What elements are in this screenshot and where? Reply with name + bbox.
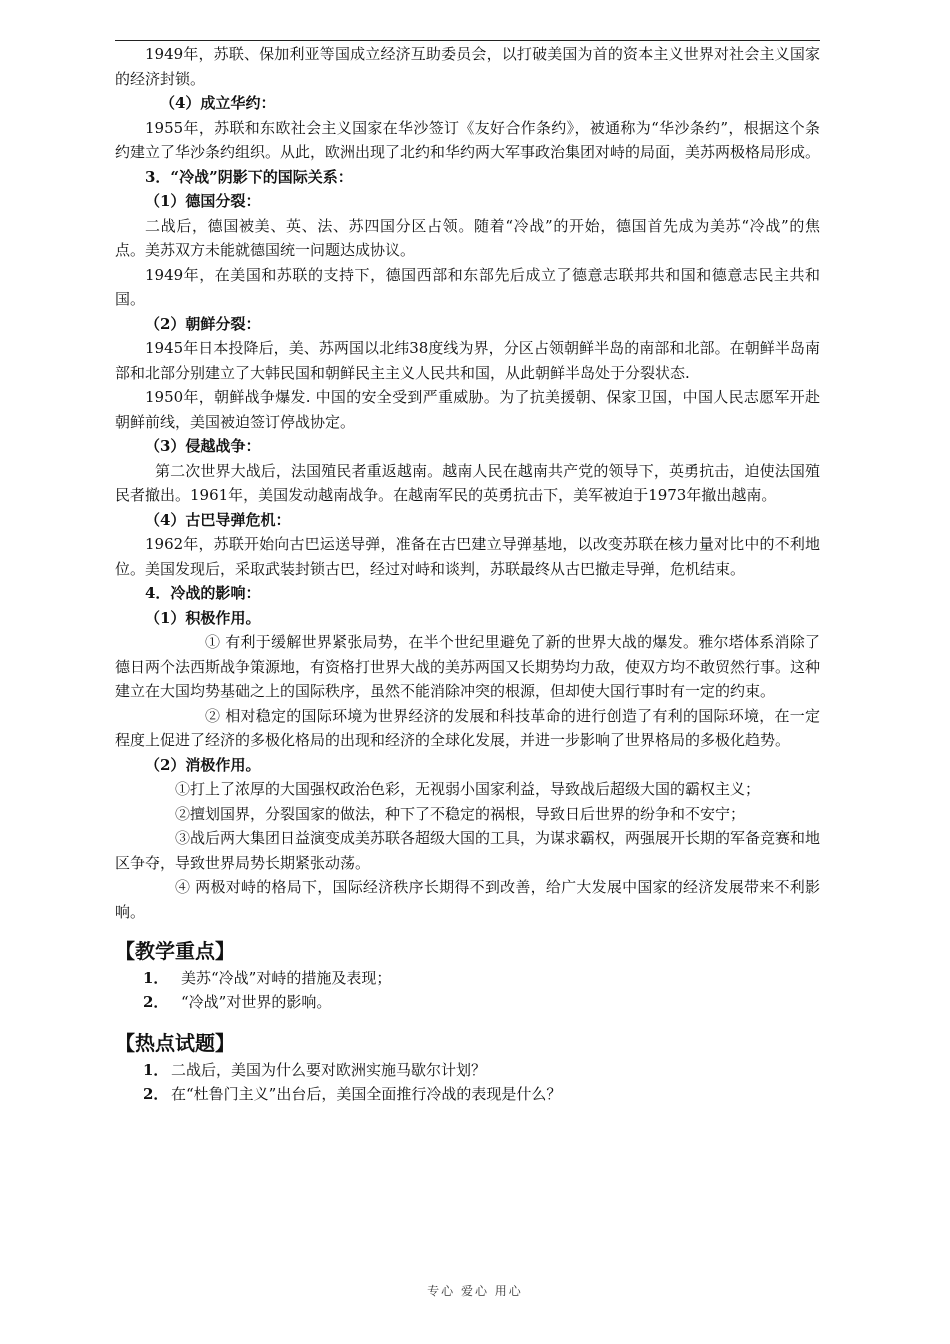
page-footer: 专心 爱心 用心 — [427, 1284, 523, 1298]
paragraph-vietnam: 第二次世界大战后，法国殖民者重返越南。越南人民在越南共产党的领导下，英勇抗击，迫使法国殖民者撤出。1961年，美国发动越南战争。在越南军民的英勇抗击下，美军被迫于1973年撤出越南。 — [115, 461, 820, 504]
hot-questions-item-text: 二战后，美国为什么要对欧洲实施马歇尔计划？ — [171, 1061, 487, 1079]
heading-section-4: 4．冷战的影响： — [145, 584, 261, 602]
paragraph-negative-4: ④ 两极对峙的格局下，国际经济秩序长期得不到改善，给广大发展中国家的经济发展带来不利影响。 — [115, 878, 820, 921]
heading-warsaw-pact: （4）成立华约： — [160, 94, 276, 112]
hot-questions-item-number: 2． — [143, 1085, 169, 1103]
paragraph-negative-2: ②擅划国界，分裂国家的做法，种下了不稳定的祸根，导致日后世界的纷争和不安宁； — [175, 804, 746, 823]
key-points-item — [115, 966, 820, 990]
paragraph-positive-2: ② 相对稳定的国际环境为世界经济的发展和科技革命的进行创造了有利的国际环境，在一定程度上促进了经济的多极化格局的出现和经济的全球化发展，并进一步影响了世界格局的多极化趋势。 — [115, 706, 820, 749]
paragraph-comecon: 1949年，苏联、保加利亚等国成立经济互助委员会，以打破美国为首的资本主义世界对社会主义国家的经济封锁。 — [115, 45, 820, 88]
paragraph-korea-2: 1950年，朝鲜战争爆发. 中国的安全受到严重威胁。为了抗美援朝、保家卫国，中国人民志愿军开赴朝鲜前线，美国被迫签订停战协定。 — [115, 388, 820, 431]
key-points-item — [115, 990, 820, 1014]
key-points-item-text: 美苏“冷战”对峙的措施及表现； — [181, 969, 392, 987]
header-rule — [115, 40, 820, 41]
key-points-item-text: “冷战”对世界的影响。 — [181, 993, 332, 1011]
paragraph-korea-1: 1945年日本投降后，美、苏两国以北纬38度线为界，分区占领朝鲜半岛的南部和北部。在朝鲜半岛南部和北部分别建立了大韩民国和朝鲜民主主义人民共和国，从此朝鲜半岛处于分裂状态. — [115, 339, 820, 382]
paragraph-germany-1: 二战后，德国被美、英、法、苏四国分区占领。随着“冷战”的开始，德国首先成为美苏“冷战”的焦点。美苏双方未能就德国统一问题达成协议。 — [115, 216, 820, 259]
key-points-item-number: 2． — [143, 993, 169, 1011]
heading-germany: （1）德国分裂： — [145, 192, 261, 210]
key-points-item-number: 1． — [143, 969, 169, 987]
hot-questions-item — [115, 1082, 820, 1106]
hot-questions-item — [115, 1058, 820, 1082]
paragraph-warsaw-pact: 1955年，苏联和东欧社会主义国家在华沙签订《友好合作条约》，被通称为“华沙条约”，根据这个条约建立了华沙条约组织。从此，欧洲出现了北约和华约两大军事政治集团对峙的局面，美苏两极格局形成。 — [115, 118, 821, 161]
key-points-title: 【教学重点】 — [115, 939, 235, 963]
hot-questions-title: 【热点试题】 — [115, 1031, 235, 1055]
hot-questions-item-text: 在“杜鲁门主义”出台后，美国全面推行冷战的表现是什么？ — [171, 1085, 562, 1103]
heading-negative: （2）消极作用。 — [145, 755, 261, 774]
paragraph-negative-1: ①打上了浓厚的大国强权政治色彩，无视弱小国家利益，导致战后超级大国的霸权主义； — [175, 780, 761, 798]
document-body — [115, 42, 820, 1106]
heading-korea: （2）朝鲜分裂： — [145, 314, 261, 333]
heading-section-3: 3．“冷战”阴影下的国际关系： — [145, 167, 353, 186]
paragraph-cuba: 1962年，苏联开始向古巴运送导弹，准备在古巴建立导弹基地，以改变苏联在核力量对比中的不利地位。美国发现后，采取武装封锁古巴，经过对峙和谈判，苏联最终从古巴撤走导弹，危机结束。 — [115, 535, 820, 578]
hot-questions-item-number: 1． — [143, 1061, 169, 1079]
paragraph-positive-1: ① 有利于缓解世界紧张局势，在半个世纪里避免了新的世界大战的爆发。雅尔塔体系消除了德日两个法西斯战争策源地，有资格打世界大战的美苏两国又长期势均力敌，使双方均不敢贸然行事。这种建立在大国均势基础之上的国际秩序，虽然不能消除冲突的根源，但却使大国行事时有一定的约束。 — [115, 633, 821, 700]
paragraph-germany-2: 1949年，在美国和苏联的支持下，德国西部和东部先后成立了德意志联邦共和国和德意志民主共和国。 — [115, 265, 820, 308]
heading-vietnam: （3）侵越战争： — [145, 437, 261, 455]
heading-positive: （1）积极作用。 — [145, 608, 261, 627]
heading-cuba: （4）古巴导弹危机： — [145, 510, 291, 529]
paragraph-negative-3: ③战后两大集团日益演变成美苏联各超级大国的工具，为谋求霸权，两强展开长期的军备竞赛和地区争夺，导致世界局势长期紧张动荡。 — [115, 829, 821, 872]
